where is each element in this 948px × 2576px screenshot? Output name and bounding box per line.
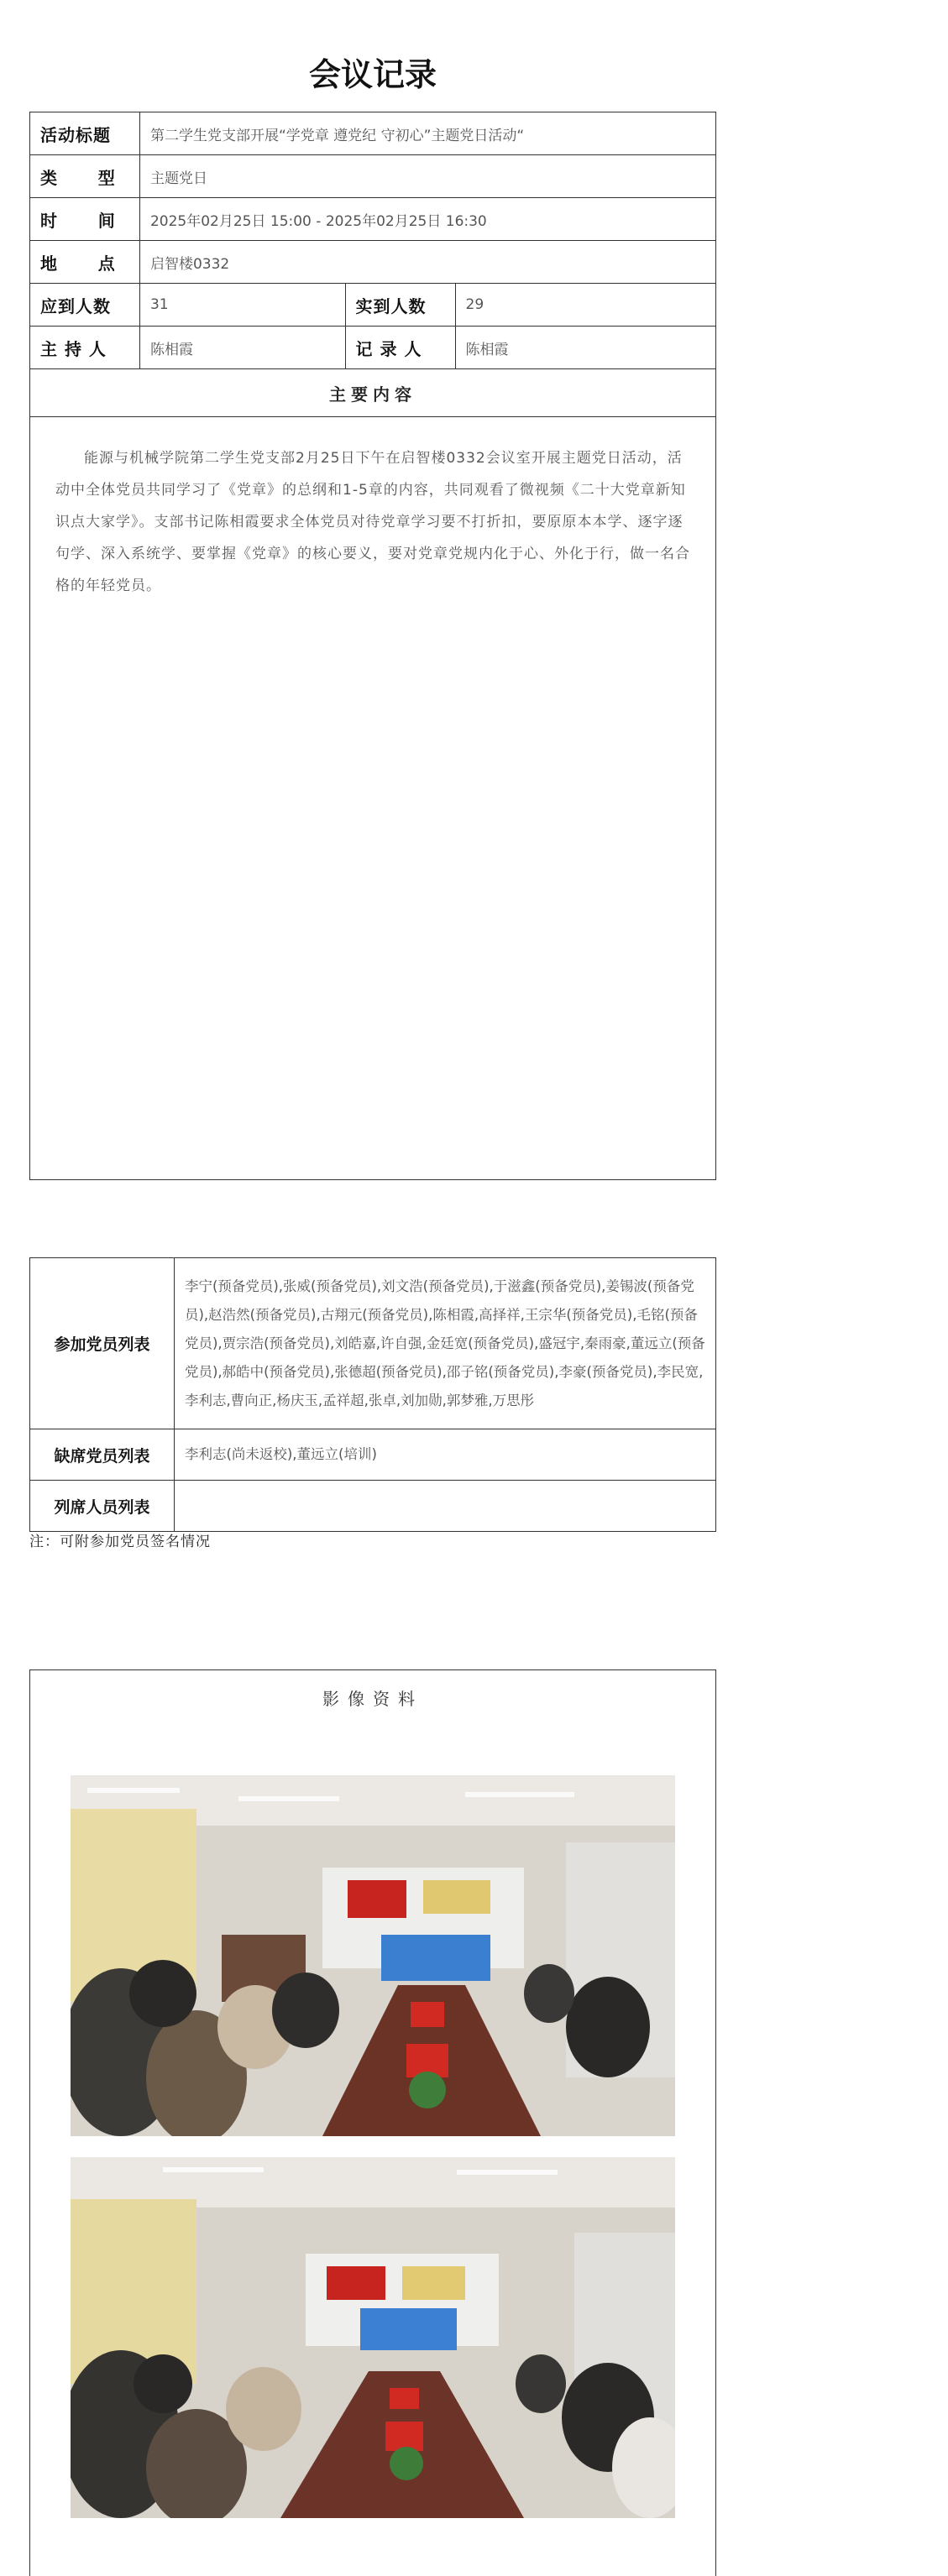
activity-title-label: 活动标题 [30, 112, 140, 155]
actual-count-label: 实到人数 [345, 284, 455, 327]
time-value: 2025年02月25日 15:00 - 2025年02月25日 16:30 [139, 198, 715, 241]
type-value: 主题党日 [139, 155, 715, 198]
table-row [30, 369, 716, 417]
member-attendance-table [29, 1257, 716, 1532]
absent-members-value: 李利志(尚未返校),董远立(培训) [174, 1429, 715, 1481]
recorder-label: 记 录 人 [345, 327, 455, 369]
table-row [30, 1481, 716, 1532]
table-row [30, 112, 716, 155]
document-title: 会议记录 [308, 55, 437, 93]
guests-label: 列席人员列表 [30, 1481, 175, 1532]
expected-count-label: 应到人数 [30, 284, 140, 327]
main-content-cell [30, 417, 716, 1180]
meeting-photo-1 [71, 1775, 675, 2136]
table-row [30, 284, 716, 327]
main-content-heading: 主要内容 [30, 369, 716, 417]
actual-count-value: 29 [455, 284, 716, 327]
meeting-info-table [29, 112, 716, 1180]
media-heading: 影像资料 [322, 1689, 423, 1709]
host-value: 陈相霞 [139, 327, 345, 369]
media-section [29, 1669, 716, 2576]
recorder-value: 陈相霞 [455, 327, 716, 369]
place-value: 启智楼0332 [139, 241, 715, 284]
table-row [30, 417, 716, 1180]
meeting-photo-2 [71, 2157, 675, 2518]
table-row [30, 198, 716, 241]
attending-members-label: 参加党员列表 [30, 1258, 175, 1429]
host-label: 主 持 人 [30, 327, 140, 369]
absent-members-label: 缺席党员列表 [30, 1429, 175, 1481]
main-content-text: 能源与机械学院第二学生党支部2月25日下午在启智楼0332会议室开展主题党日活动，活动中全体党员共同学习了《党章》的总纲和1-5章的内容，共同观看了微视频《二十大党章新知识点大家学》。支部书记陈相霞要求全体党员对待党章学习要不打折扣，要原原本本学、逐字逐句学、深入系统学、要掌握《党章》的核心要义，要对党章党规内化于心、外化于行，做一名合格的年轻党员。 [55, 450, 690, 594]
table-row [30, 241, 716, 284]
expected-count-value: 31 [139, 284, 345, 327]
activity-title-value: 第二学生党支部开展“学党章 遵党纪 守初心”主题党日活动“ [139, 112, 715, 155]
attending-members-value: 李宁(预备党员),张威(预备党员),刘文浩(预备党员),于滋鑫(预备党员),姜锡波(预备党员),赵浩然(预备党员),古翔元(预备党员),陈相霞,高择祥,王宗华(预备党员),毛铭(预备党员),贾宗浩(预备党员),刘皓嘉,许自强,金廷宽(预备党员),盛冠宇,秦雨豪,董远立(预备党员),郝皓中(预备党员),张德超(预备党员),邵子铭(预备党员),李豪(预备党员),李民宽,李利志,曹向正,杨庆玉,孟祥超,张卓,刘加勋,郭梦雅,万思彤 [174, 1258, 715, 1429]
place-label: 地 点 [30, 241, 140, 284]
type-label: 类 型 [30, 155, 140, 198]
table-row [30, 327, 716, 369]
table-row [30, 1429, 716, 1481]
table-row [30, 155, 716, 198]
guests-value [174, 1481, 715, 1532]
signature-note: 注：可附参加党员签名情况 [29, 1534, 211, 1550]
time-label: 时 间 [30, 198, 140, 241]
table-row [30, 1258, 716, 1429]
